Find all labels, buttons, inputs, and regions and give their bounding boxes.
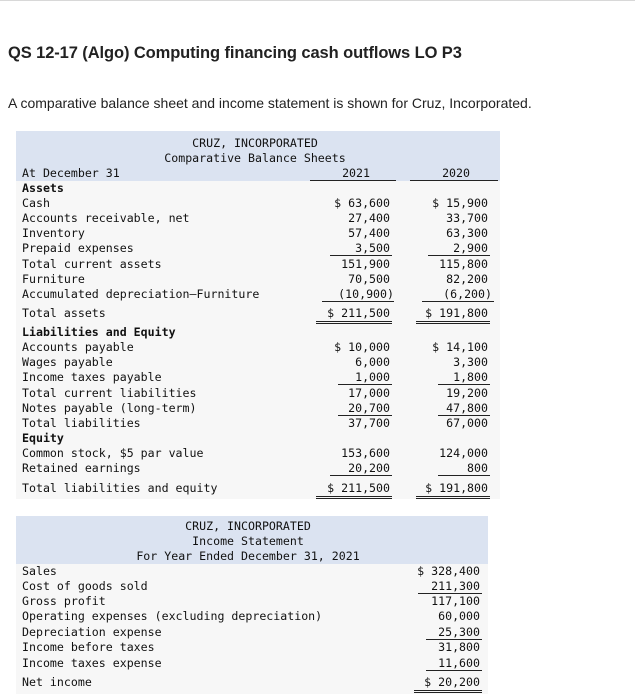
bs-value-2021: 17,000	[348, 386, 390, 400]
bs-assets-heading: Assets	[22, 181, 64, 195]
bs-value-2021: 151,900	[341, 257, 390, 271]
is-value: $ 328,400	[417, 564, 480, 578]
bs-value-2021: $ 63,600	[334, 196, 390, 210]
bs-col-2021: 2021	[342, 166, 370, 180]
bs-row-label: Inventory	[22, 226, 85, 240]
bs-value-2021: 153,600	[341, 446, 390, 460]
bs-row-label: Income taxes payable	[22, 370, 162, 384]
bs-row-label: Accumulated depreciation—Furniture	[22, 287, 260, 301]
bs-value-2020: 1,800	[453, 370, 488, 384]
bs-value-2020: 33,700	[446, 211, 488, 225]
bs-value-2020: $ 15,900	[432, 196, 488, 210]
bs-value-2020: 82,200	[446, 272, 488, 286]
bs-row-label: Prepaid expenses	[22, 241, 134, 255]
bs-equity-heading: Equity	[22, 431, 64, 445]
bs-value-2020: 67,000	[446, 416, 488, 430]
bs-row-label: Cash	[22, 196, 50, 210]
is-rule	[426, 670, 482, 671]
bs-value-2021: 27,400	[348, 211, 390, 225]
bs-row-label: Retained earnings	[22, 461, 141, 475]
bs-row-label: Total liabilities	[22, 416, 141, 430]
is-value: $ 20,200	[424, 675, 480, 689]
bs-value-2020: 63,300	[446, 226, 488, 240]
is-company: CRUZ, INCORPORATED	[185, 519, 311, 533]
bs-value-2020: 3,300	[453, 355, 488, 369]
bs-value-2020: 19,200	[446, 386, 488, 400]
bs-row-label: Total liabilities and equity	[22, 481, 218, 495]
bs-row-label: Total current liabilities	[22, 386, 197, 400]
is-value: 117,100	[431, 594, 480, 608]
bs-row-label: Furniture	[22, 272, 85, 286]
bs-value-2021: 20,700	[348, 401, 390, 415]
is-row-label: Sales	[22, 564, 57, 578]
intro-text: A comparative balance sheet and income statement is shown for Cruz, Incorporated.	[8, 95, 532, 111]
bs-col-2020: 2020	[442, 166, 470, 180]
bs-value-2020: 47,800	[446, 401, 488, 415]
bs-row-label: Notes payable (long-term)	[22, 401, 197, 415]
is-value: 211,300	[431, 579, 480, 593]
bs-value-2020: 115,800	[439, 257, 488, 271]
is-row-label: Gross profit	[22, 594, 106, 608]
bs-value-2021: $ 211,500	[327, 306, 390, 320]
bs-value-2021: (10,900)	[338, 287, 394, 301]
is-double-rule	[414, 692, 482, 693]
is-row-label: Depreciation expense	[22, 625, 162, 639]
bs-row-label: Wages payable	[22, 355, 113, 369]
is-double-rule	[414, 690, 482, 691]
bs-value-2020: $ 14,100	[432, 340, 488, 354]
is-period: For Year Ended December 31, 2021	[136, 549, 360, 563]
bs-value-2021: 70,500	[348, 272, 390, 286]
bs-value-2020: 2,900	[453, 241, 488, 255]
bs-statement-title: Comparative Balance Sheets	[164, 151, 346, 165]
bs-value-2021: $ 211,500	[327, 481, 390, 495]
bs-value-2021: 6,000	[355, 355, 390, 369]
is-row-label: Operating expenses (excluding depreciation)	[22, 609, 323, 623]
is-row-label: Net income	[22, 675, 92, 689]
bs-value-2021: 1,000	[355, 370, 390, 384]
bs-value-2020: 800	[467, 461, 488, 475]
is-value: 25,300	[438, 625, 480, 639]
is-row-label: Income taxes expense	[22, 656, 162, 670]
bs-value-2020: $ 191,800	[425, 481, 488, 495]
bs-date-label: At December 31	[22, 166, 120, 180]
bs-value-2020: 124,000	[439, 446, 488, 460]
bs-value-2021: 37,700	[348, 416, 390, 430]
is-value: 31,800	[438, 640, 480, 654]
is-row-label: Income before taxes	[22, 640, 155, 654]
bs-row-label: Accounts payable	[22, 340, 134, 354]
bs-value-2021: 3,500	[355, 241, 390, 255]
bs-value-2020: $ 191,800	[425, 306, 488, 320]
is-value: 11,600	[438, 656, 480, 670]
is-row-label: Cost of goods sold	[22, 579, 148, 593]
bs-row-label: Common stock, $5 par value	[22, 446, 204, 460]
bs-le-heading: Liabilities and Equity	[22, 325, 176, 339]
page-title: QS 12-17 (Algo) Computing financing cash outflows LO P3	[8, 44, 462, 62]
is-value: 60,000	[438, 609, 480, 623]
bs-row-label: Accounts receivable, net	[22, 211, 190, 225]
bs-value-2021: 57,400	[348, 226, 390, 240]
bs-value-2021: 20,200	[348, 461, 390, 475]
bs-value-2020: (6,200)	[443, 287, 492, 301]
bs-row-label: Total current assets	[22, 257, 162, 271]
bs-value-2021: $ 10,000	[334, 340, 390, 354]
bs-row-label: Total assets	[22, 306, 106, 320]
bs-company: CRUZ, INCORPORATED	[192, 136, 318, 150]
is-statement-title: Income Statement	[192, 534, 304, 548]
